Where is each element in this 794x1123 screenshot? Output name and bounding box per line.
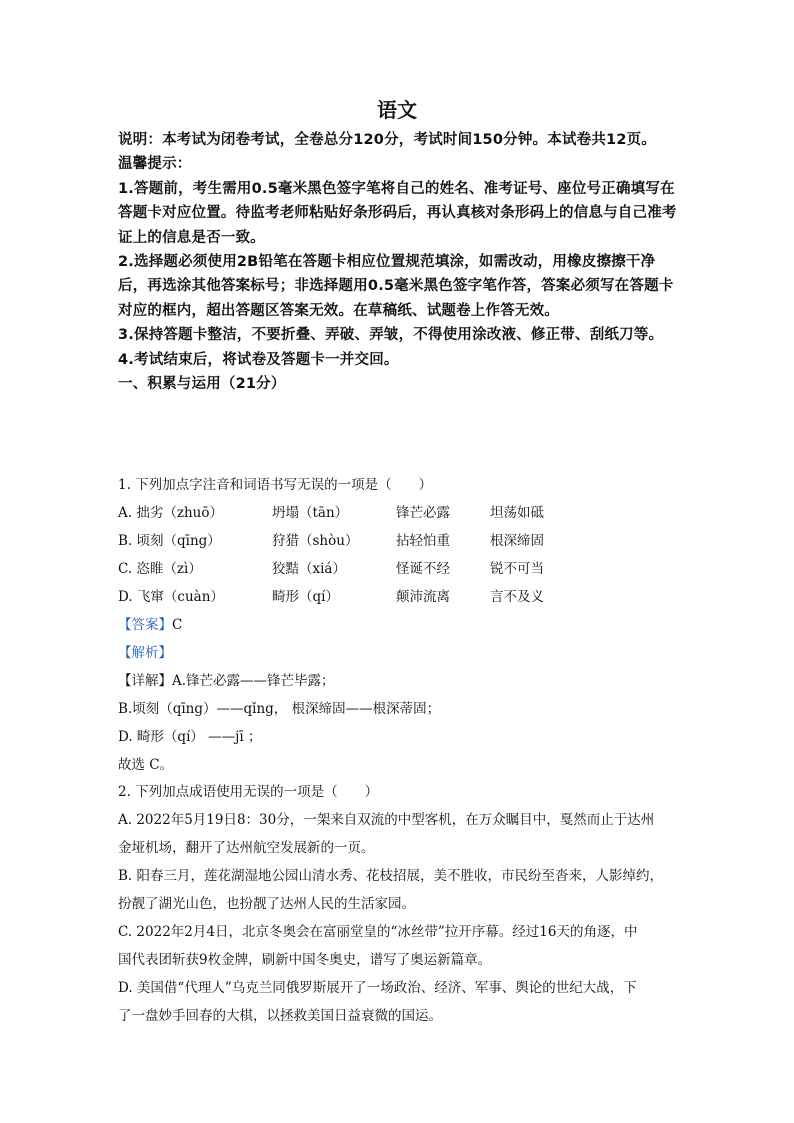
analysis-line bbox=[118, 639, 688, 667]
exam-instructions bbox=[118, 128, 678, 396]
conclusion-line: 故选 C。 bbox=[118, 757, 174, 773]
option-cell: 狩猎（shòu） bbox=[272, 533, 359, 549]
question-1-option-d bbox=[118, 583, 688, 611]
option-cell: 拈轻怕重 bbox=[396, 533, 450, 549]
question-2-option-c-line-1: C. 2022年2月4日，北京冬奥会在富丽堂皇的“冰丝带”拉开序幕。经过16天的角逐，中 bbox=[118, 924, 638, 940]
question-2-option-a-line-2: 金垭机场，翻开了达州航空发展新的一页。 bbox=[118, 840, 375, 856]
option-cell: 根深缔固 bbox=[490, 533, 544, 549]
option-cell: D. 飞窜（cuàn） bbox=[118, 589, 224, 605]
question-2-stem: 2. 下列加点成语使用无误的一项是（ ） bbox=[118, 784, 379, 800]
option-cell: 锋芒必露 bbox=[396, 505, 450, 521]
question-2-option-c-line-2: 国代表团斩获9枚金牌，刷新中国冬奥史，谱写了奥运新篇章。 bbox=[118, 952, 492, 968]
question-1-option-a bbox=[118, 499, 688, 527]
tip-4: 4.考试结束后，将试卷及答题卡一并交回。 bbox=[118, 351, 399, 368]
question-2-option-b-line-2: 扮靓了湖光山色，也扮靓了达州人民的生活家园。 bbox=[118, 896, 415, 912]
detail-line-b: B.顷刻（qīng）——qǐng， 根深缔固——根深蒂固； bbox=[118, 701, 441, 717]
answer-line bbox=[118, 611, 688, 639]
question-2-option-b-line-1: B. 阳春三月，莲花湖湿地公园山清水秀、花枝招展，美不胜收，市民纷至沓来，人影绰约， bbox=[118, 868, 664, 884]
question-1-option-b bbox=[118, 527, 688, 555]
page-title: 语文 bbox=[377, 98, 417, 122]
option-cell: A. 拙劣（zhuō） bbox=[118, 505, 223, 521]
tip-3: 3.保持答题卡整洁，不要折叠、弄破、弄皱，不得使用涂改液、修正带、刮纸刀等。 bbox=[118, 327, 664, 344]
detail-line-a bbox=[118, 667, 688, 695]
question-1-stem: 1. 下列加点字注音和词语书写无误的一项是（ ） bbox=[118, 477, 433, 493]
tip-2: 2.选择题必须使用2B铅笔在答题卡相应位置规范填涂，如需改动，用橡皮擦擦干净后，再选涂其他答案标号；非选择题用0.5毫米黑色签字笔作答，答案必须写在答题卡对应的框内，超出答题区答案无效。在草稿纸、试题卷上作答无效。 bbox=[118, 254, 674, 319]
answer-value: C bbox=[172, 617, 183, 633]
option-cell: 锐不可当 bbox=[490, 561, 544, 577]
analysis-tag: 【解析】 bbox=[118, 645, 172, 661]
option-cell: 怪诞不经 bbox=[396, 561, 450, 577]
detail-a: A.锋芒必露——锋芒毕露； bbox=[172, 673, 335, 689]
answer-tag: 【答案】 bbox=[118, 617, 172, 633]
question-2-option-d-line-2: 了一盘妙手回春的大棋，以拯救美国日益衰微的国运。 bbox=[118, 1008, 442, 1024]
option-cell: 畸形（qí） bbox=[272, 589, 339, 605]
question-2-option-d-line-1: D. 美国借“代理人”乌克兰同俄罗斯展开了一场政治、经济、军事、舆论的世纪大战，下 bbox=[118, 980, 637, 996]
option-cell: 狡黠（xiá） bbox=[272, 561, 346, 577]
option-cell: C. 恣睢（zì） bbox=[118, 561, 202, 577]
tips-label: 温馨提示： bbox=[118, 156, 192, 173]
detail-tag: 【详解】 bbox=[118, 673, 172, 689]
option-cell: B. 顷刻（qīng） bbox=[118, 533, 221, 549]
question-2 bbox=[118, 778, 688, 1030]
option-cell: 坦荡如砥 bbox=[490, 505, 544, 521]
option-cell: 颠沛流离 bbox=[396, 589, 450, 605]
question-1-option-c bbox=[118, 555, 688, 583]
tip-1: 1.答题前，考生需用0.5毫米黑色签字笔将自己的姓名、准考证号、座位号正确填写在答题卡对应位置。待监考老师粘贴好条形码后，再认真核对条形码上的信息与自己准考证上的信息是否一致。 bbox=[118, 180, 677, 246]
question-1 bbox=[118, 471, 688, 779]
detail-line-d: D. 畸形（qí） ——jī ； bbox=[118, 729, 262, 745]
intro-text: 说明：本考试为闭卷考试，全卷总分120分，考试时间150分钟。本试卷共12页。 bbox=[118, 132, 657, 148]
option-cell: 坍塌（tān） bbox=[272, 505, 349, 521]
question-2-option-a-line-1: A. 2022年5月19日8：30分，一架来自双流的中型客机，在万众瞩目中，戛然而止于达州 bbox=[118, 812, 655, 828]
section-heading: 一、积累与运用（21分） bbox=[118, 376, 286, 393]
option-cell: 言不及义 bbox=[490, 589, 544, 605]
